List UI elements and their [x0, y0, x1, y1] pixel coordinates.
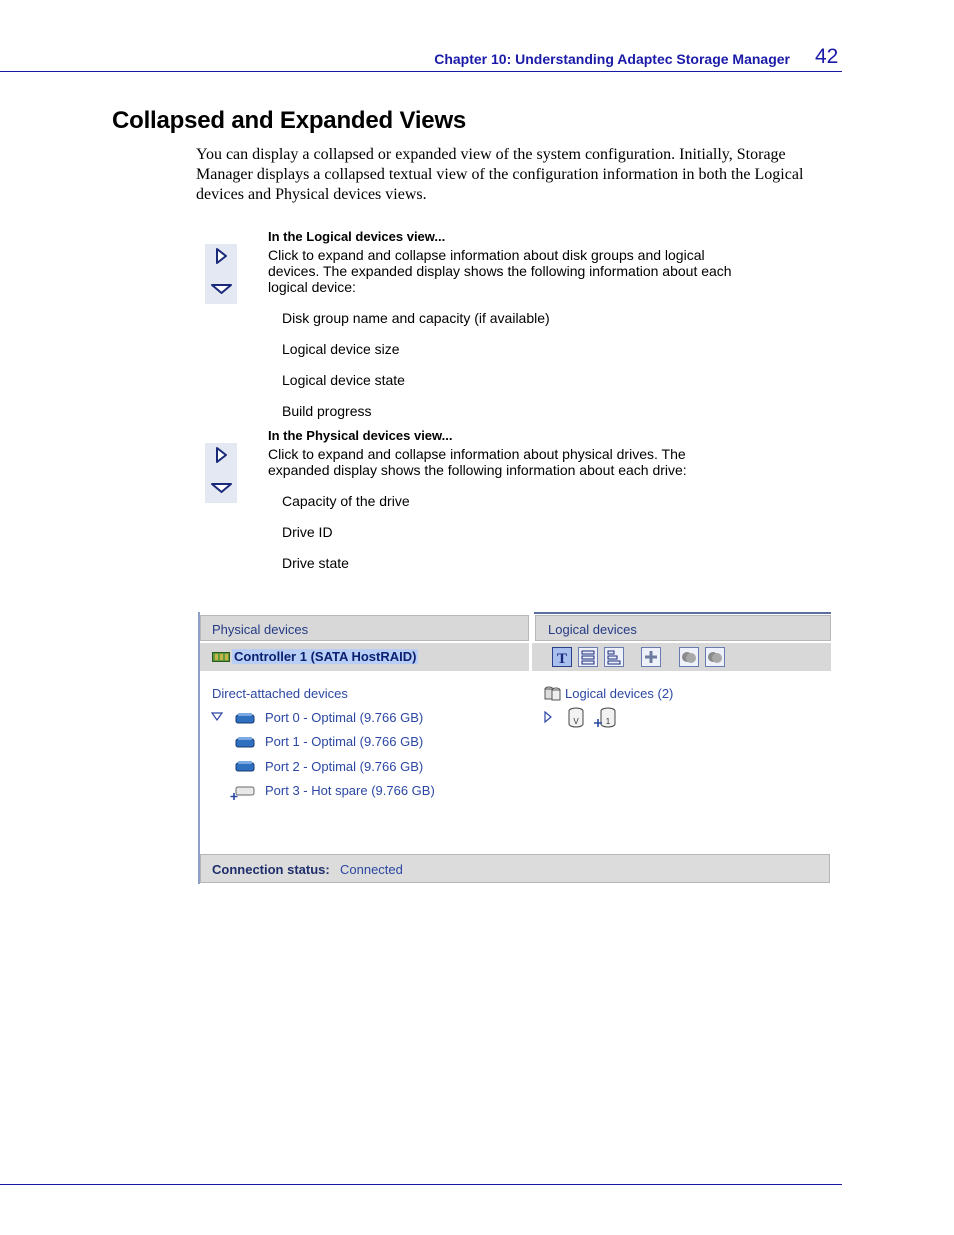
list-item: Drive ID — [282, 524, 333, 540]
port-item[interactable]: Port 2 - Optimal (9.766 GB) — [265, 759, 424, 774]
drive-icon — [235, 760, 255, 772]
expand-collapse-icons-physical — [205, 443, 237, 503]
page-number: 42 — [815, 45, 839, 68]
spare-logical-drive-icon[interactable] — [593, 707, 619, 729]
plus-icon — [642, 648, 660, 666]
controller-label[interactable]: Controller 1 (SATA HostRAID) — [234, 649, 417, 664]
text-view-icon — [553, 648, 571, 666]
chapter-header: Chapter 10: Understanding Adaptec Storage Manager — [434, 51, 790, 67]
create-button[interactable] — [641, 647, 661, 667]
hot-spare-drive-icon — [230, 783, 256, 801]
footer-rule — [0, 1184, 842, 1185]
svg-text:V: V — [573, 717, 579, 726]
list-item: Build progress — [282, 403, 372, 419]
svg-text:1: 1 — [605, 717, 611, 726]
drive-icon — [235, 712, 255, 724]
tab-logical-devices-label: Logical devices — [548, 622, 637, 637]
connection-status-value: Connected — [340, 862, 403, 877]
list-item: Drive state — [282, 555, 349, 571]
svg-text:T: T — [556, 651, 568, 666]
port-item[interactable]: Port 3 - Hot spare (9.766 GB) — [265, 783, 435, 798]
collapse-arrow-icon[interactable] — [211, 712, 223, 722]
list-view-icon — [579, 648, 597, 666]
list-view-button[interactable] — [578, 647, 598, 667]
tab-physical-devices[interactable] — [200, 615, 529, 641]
identify-icon — [680, 648, 698, 666]
logical-section-heading: In the Logical devices view... — [268, 229, 446, 244]
physical-section-heading: In the Physical devices view... — [268, 428, 453, 443]
tab-logical-devices[interactable] — [535, 615, 831, 641]
page-title: Collapsed and Expanded Views — [112, 107, 467, 134]
logical-section-body: Click to expand and collapse information about disk groups and logical devices. The expanded display shows the following information about each logical device: — [268, 247, 732, 295]
controller-icon — [212, 651, 230, 663]
detail-view-icon — [605, 648, 623, 666]
direct-attached-label: Direct-attached devices — [212, 686, 348, 701]
connection-status-label: Connection status: — [212, 862, 330, 877]
detail-view-button[interactable] — [604, 647, 624, 667]
logical-drive-icon[interactable] — [566, 707, 586, 729]
port-item[interactable]: Port 1 - Optimal (9.766 GB) — [265, 734, 424, 749]
text-view-button[interactable] — [552, 647, 572, 667]
silence-icon — [706, 648, 724, 666]
screenshot-top-rule — [534, 612, 831, 614]
list-item: Logical device state — [282, 372, 405, 388]
port-item[interactable]: Port 0 - Optimal (9.766 GB) — [265, 710, 424, 725]
list-item: Disk group name and capacity (if available) — [282, 310, 550, 326]
drive-icon — [235, 736, 255, 748]
tab-physical-devices-label: Physical devices — [212, 622, 309, 637]
list-item: Logical device size — [282, 341, 400, 357]
expand-arrow-icon[interactable] — [543, 711, 553, 723]
silence-button[interactable] — [705, 647, 725, 667]
expand-collapse-icons-logical — [205, 244, 237, 304]
header-rule — [0, 71, 842, 72]
identify-button[interactable] — [679, 647, 699, 667]
intro-paragraph: You can display a collapsed or expanded view of the system configuration. Initially, Storage Manager displays a collapsed textual view of the configuration information in both the Logical devices and Physical devices views. — [196, 146, 804, 203]
logical-devices-label[interactable]: Logical devices (2) — [565, 686, 674, 701]
list-item: Capacity of the drive — [282, 493, 410, 509]
logical-devices-icon — [543, 684, 563, 702]
physical-section-body: Click to expand and collapse information about physical drives. The expanded display shows the following information about each drive: — [268, 446, 687, 478]
